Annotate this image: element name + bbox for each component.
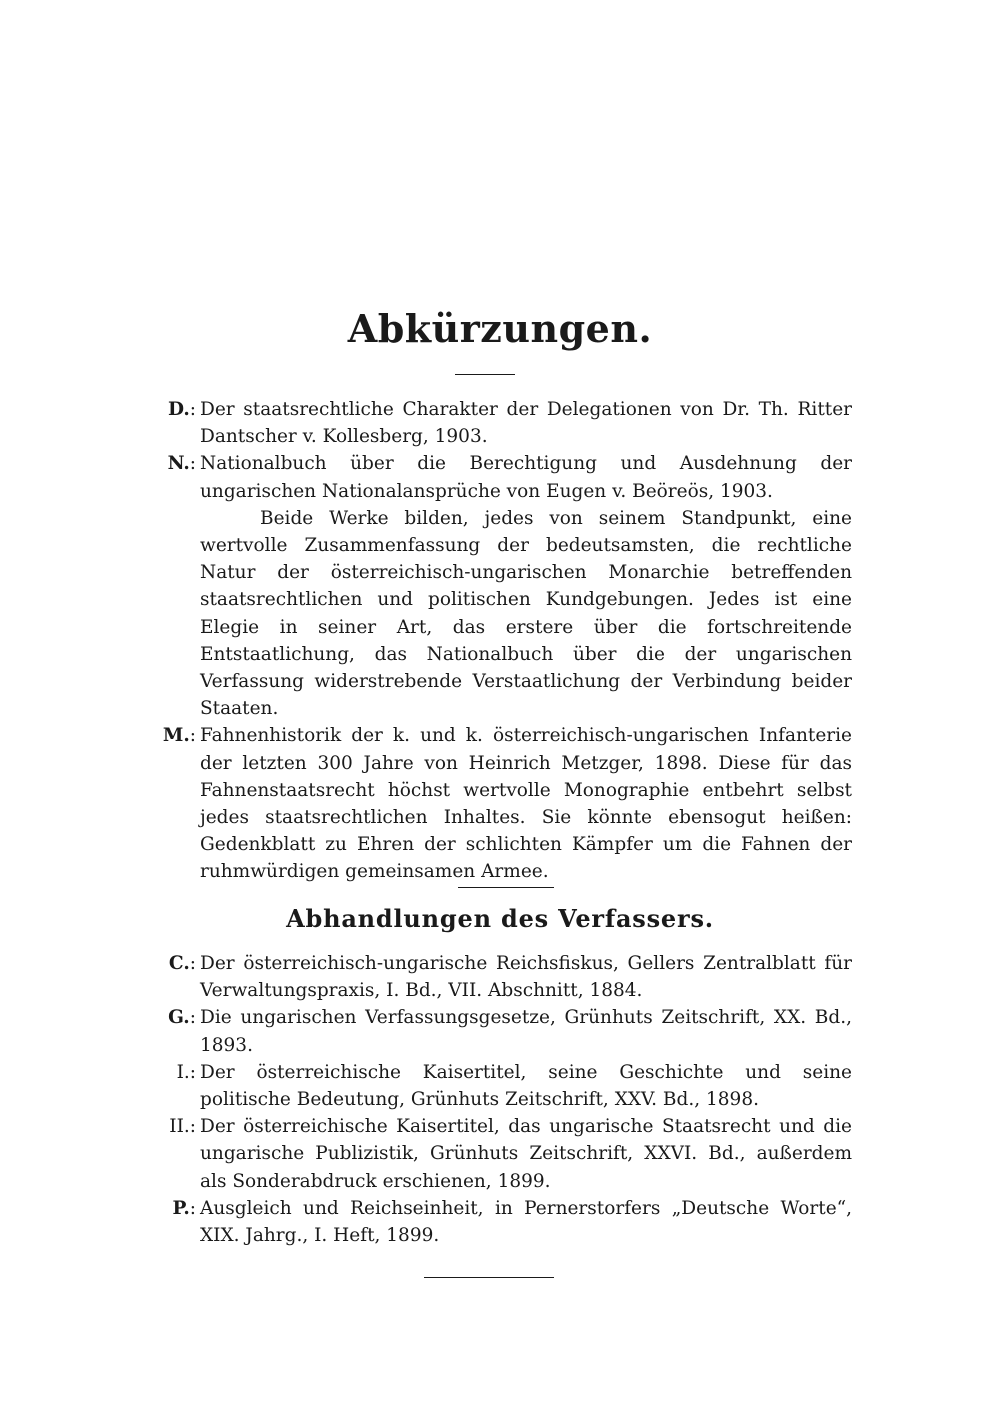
work-text: Der österreichische Kaisertitel, das ungarische Staatsrecht und die ungarische Publizistik, Grünhuts Zeitschrift, XXVI. Bd., außerdem als Sonderabdruck erschienen, 1899. [200, 1116, 852, 1192]
work-key: P. [172, 1197, 190, 1219]
work-key: II. [169, 1116, 190, 1138]
work-entry-g: G.: Die ungarischen Verfassungsgesetze, Grünhuts Zeitschrift, XX. Bd., 1893. [140, 1004, 852, 1058]
abbreviation-key: D. [167, 399, 190, 420]
abbreviation-entry-n: N.: Nationalbuch über die Berechtigung und Ausdehnung der ungarischen Nationalansprüche von Eugen v. Beöreös, 1903. Beide Werke bilden, jedes von seinem Standpunkt, eine wertvolle Zusammenfassung der bedeutsamsten, die rechtliche Natur der österreichisch-ungarischen Monarchie betreffenden staatsrechtlichen und politischen Kundgebungen. Jedes ist eine Elegie in seiner Art, das erstere über die fortschreitende Entstaatlichung, das Nationalbuch über die der ungarischen Verfassung widerstrebende Verstaatlichung der Verbindung beider Staaten. [140, 450, 852, 722]
work-entry-i: I.: Der österreichische Kaisertitel, seine Geschichte und seine politische Bedeutung, Grünhuts Zeitschrift, XXV. Bd., 1898. [140, 1059, 852, 1113]
section-divider [458, 887, 554, 888]
abbreviation-commentary: Beide Werke bilden, jedes von seinem Standpunkt, eine wertvolle Zusammenfassung der bedeutsamsten, die rechtliche Natur der österreichisch-ungarischen Monarchie betreffenden staatsrechtlichen und politischen Kundgebungen. Jedes ist eine Elegie in seiner Art, das erstere über die fortschreitende Entstaatlichung, das Nationalbuch über die der ungarischen Verfassung widerstrebende Verstaatlichung der Verbindung beider Staaten. [200, 507, 852, 720]
abbreviation-entry-m: M.: Fahnenhistorik der k. und k. österreichisch-ungarischen Infanterie der letzten 300 Jahre von Heinrich Metzger, 1898. Diese für das Fahnenstaatsrecht höchst wertvolle Monographie entbehrt selbst jedes staatsrechtlichen Inhaltes. Sie könnte ebensogut heißen: Gedenkblatt zu Ehren der schlichten Kämpfer um die Fahnen der ruhmwürdigen gemeinsamen Armee. [140, 722, 852, 885]
work-entry-p: P.: Ausgleich und Reichseinheit, in Pernerstorfers „Deutsche Worte“, XIX. Jahrg., I. Heft, 1899. [140, 1195, 852, 1249]
work-key: G. [168, 1007, 190, 1029]
title-divider [455, 374, 515, 375]
page-title: Abkürzungen. [347, 306, 653, 351]
closing-divider [424, 1277, 554, 1278]
work-entry-ii: II.: Der österreichische Kaisertitel, das ungarische Staatsrecht und die ungarische Publizistik, Grünhuts Zeitschrift, XXVI. Bd., außerdem als Sonderabdruck erschienen, 1899. [140, 1113, 852, 1195]
work-text: Der österreichisch-ungarische Reichsfiskus, Gellers Zentralblatt für Verwaltungspraxis, I. Bd., VII. Abschnitt, 1884. [200, 953, 852, 1002]
work-key: I. [176, 1061, 190, 1083]
abbreviation-key: M. [162, 725, 190, 747]
work-text: Die ungarischen Verfassungsgesetze, Grünhuts Zeitschrift, XX. Bd., 1893. [200, 1007, 852, 1056]
work-key: C. [168, 953, 190, 974]
works-list [140, 950, 852, 1249]
abbreviations-list [140, 396, 852, 886]
work-text: Ausgleich und Reichseinheit, in Pernerstorfers „Deutsche Worte“, XIX. Jahrg., I. Heft, 1899. [200, 1197, 852, 1247]
abbreviation-entry-d: D.: Der staatsrechtliche Charakter der Delegationen von Dr. Th. Ritter Dantscher v. Kollesberg, 1903. [140, 396, 852, 450]
work-text: Der österreichische Kaisertitel, seine Geschichte und seine politische Bedeutung, Grünhuts Zeitschrift, XXV. Bd., 1898. [200, 1061, 852, 1111]
abbreviation-text: Der staatsrechtliche Charakter der Delegationen von Dr. Th. Ritter Dantscher v. Kollesberg, 1903. [200, 399, 852, 448]
works-heading: Abhandlungen des Verfassers. [286, 904, 714, 933]
abbreviation-text: Fahnenhistorik der k. und k. österreichisch-ungarischen Infanterie der letzten 300 Jahre von Heinrich Metzger, 1898. Diese für das Fahnenstaatsrecht höchst wertvolle Monographie entbehrt selbst jedes staatsrechtlichen Inhaltes. Sie könnte ebensogut heißen: Gedenkblatt zu Ehren der schlichten Kämpfer um die Fahnen der ruhmwürdigen gemeinsamen Armee. [200, 725, 852, 883]
abbreviation-key: N. [167, 453, 190, 475]
work-entry-c: C.: Der österreichisch-ungarische Reichsfiskus, Gellers Zentralblatt für Verwaltungspraxis, I. Bd., VII. Abschnitt, 1884. [140, 950, 852, 1004]
abbreviation-text: Nationalbuch über die Berechtigung und Ausdehnung der ungarischen Nationalansprüche von Eugen v. Beöreös, 1903. [200, 453, 852, 502]
